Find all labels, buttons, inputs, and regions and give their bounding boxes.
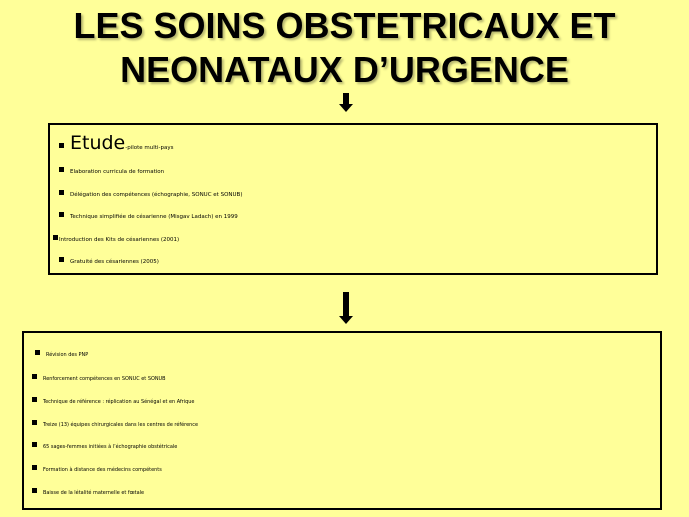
- slide-title: [0, 4, 689, 92]
- bullet-icon: [35, 350, 40, 355]
- arrow-down-icon: [339, 292, 353, 325]
- bullet-icon: [59, 257, 64, 262]
- list-item: [32, 459, 660, 482]
- list-item: [35, 343, 660, 368]
- list-item-text: 65 sages-femmes initiées à l’échographie obstétricale: [43, 444, 178, 451]
- list-item-emphasis: Etude: [70, 132, 126, 154]
- list-item: [59, 184, 656, 207]
- bullet-icon: [32, 397, 37, 402]
- list-item: [32, 482, 660, 505]
- list-item-text: Formation à distance des médecins compétents: [43, 467, 162, 474]
- list-item-text: Gratuité des césariennes (2005): [70, 259, 159, 265]
- list-item-text: Introduction des Kits de césariennes (2001): [59, 236, 180, 243]
- bullet-icon: [32, 374, 37, 379]
- arrow-down-icon: [339, 93, 353, 112]
- bullet-icon: [32, 488, 37, 493]
- list-item: [32, 368, 660, 391]
- list-item: [59, 130, 656, 161]
- slide-title-line-1: LES SOINS OBSTETRICAUX ET: [73, 5, 616, 46]
- bullet-icon: [59, 167, 64, 172]
- list-item: [59, 161, 656, 184]
- list-item-text: Baisse de la létalité maternelle et fœtale: [43, 489, 145, 496]
- bullet-icon: [32, 465, 37, 470]
- list-item-text: Technique simplifiée de césarienne (Misgav Ladach) en 1999: [70, 214, 238, 220]
- results-list: [32, 343, 660, 505]
- list-item-text: Elaboration curricula de formation: [70, 169, 165, 175]
- list-item-text: Renforcement compétences en SONUC et SONUB: [43, 376, 166, 382]
- list-item: [59, 206, 656, 229]
- list-item: [32, 436, 660, 459]
- list-item: [32, 414, 660, 437]
- list-item-text: Technique de référence : réplication au Sénégal et en Afrique: [43, 398, 195, 405]
- list-item: [53, 229, 656, 252]
- bullet-icon: [32, 420, 37, 425]
- results-box: [22, 331, 662, 510]
- bullet-icon: [59, 143, 64, 148]
- bullet-icon: [32, 442, 37, 447]
- bullet-icon: [59, 212, 64, 217]
- bullet-icon: [53, 235, 58, 240]
- list-item: [32, 391, 660, 414]
- list-item-text: Révision des PNP: [46, 352, 89, 358]
- list-item-text: Treize (13) équipes chirurgicales dans les centres de référence: [43, 421, 199, 428]
- list-item-text: Délégation des compétences (échographie, SONUC et SONUB): [70, 191, 243, 198]
- bullet-icon: [59, 190, 64, 195]
- actions-box: [48, 123, 658, 275]
- list-item-text: -pilote multi-pays: [125, 145, 174, 151]
- slide-title-line-2: NEONATAUX D’URGENCE: [120, 49, 569, 90]
- list-item: [59, 251, 656, 274]
- actions-list: [59, 130, 656, 274]
